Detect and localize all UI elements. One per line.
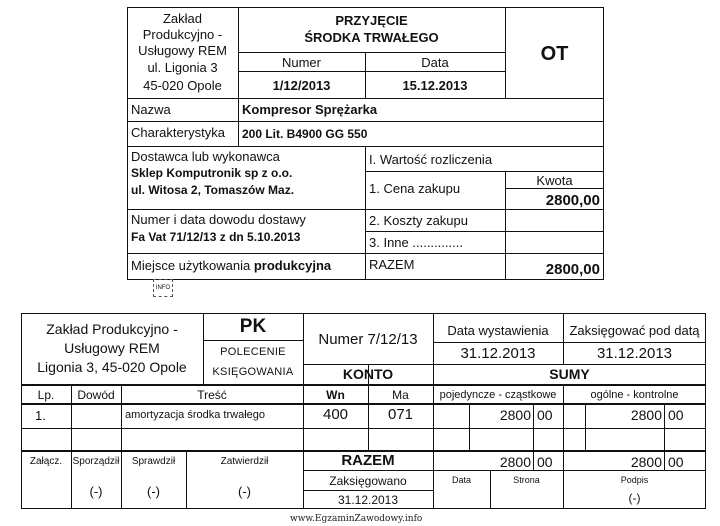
miejsce-label: Miejsce użytkowania <box>131 258 251 273</box>
zaksiegowac-label: Zaksięgować pod datą <box>569 323 700 338</box>
pk-company-line: Zakład Produkcyjno - <box>46 321 178 337</box>
nazwa-value: Kompresor Sprężarka <box>242 102 378 117</box>
data-wystawienia-value: 31.12.2013 <box>460 345 536 362</box>
zaksiegowac-value: 31.12.2013 <box>596 345 673 362</box>
pk-code: PK <box>239 316 267 337</box>
konto-label: KONTO <box>342 366 394 382</box>
ot-numer-value: 1/12/2013 <box>272 78 331 93</box>
col-wn: Wn <box>326 388 345 402</box>
koszty-label: 2. Koszty zakupu <box>369 213 468 228</box>
dostawca-line: ul. Witosa 2, Tomaszów Maz. <box>131 183 295 197</box>
razem-pojedyncze-gr: 00 <box>537 454 553 470</box>
pk-numer: Numer 7/12/13 <box>318 331 418 348</box>
razem-ogolne-gr: 00 <box>668 454 684 470</box>
ot-company-line: Zakład <box>162 11 203 26</box>
dostawca-line: Sklep Komputronik sp z o.o. <box>131 166 293 180</box>
ot-code: OT <box>540 43 569 65</box>
ot-title: ŚRODKA TRWAŁEGO <box>304 30 439 45</box>
row-tresc: amortyzacja środka trwałego <box>125 409 266 421</box>
dostawca-label: Dostawca lub wykonawca <box>131 149 280 164</box>
row-ogolne-zl: 2800 <box>630 407 662 423</box>
col-pojedyncze: pojedyncze - cząstkowe <box>439 389 557 401</box>
zatwierdzil-label: Zatwierdził <box>220 456 269 467</box>
ot-numer-label: Numer <box>281 55 321 70</box>
col-ogolne: ogólne - kontrolne <box>590 389 679 401</box>
pk-company-line: Usługowy REM <box>64 340 160 356</box>
sprawdzil-label: Sprawdził <box>131 456 176 467</box>
data-label: Data <box>451 475 471 485</box>
razem-pojedyncze-zl: 2800 <box>499 454 531 470</box>
ot-razem-label: RAZEM <box>369 257 415 272</box>
zatwierdzil-sign: (-) <box>238 484 251 499</box>
zaksiegowano-label: Zaksięgowano <box>329 474 407 488</box>
zaksiegowano-value: 31.12.2013 <box>337 493 399 507</box>
sumy-label: SUMY <box>549 366 590 382</box>
miejsce-value: produkcyjna <box>253 258 332 273</box>
pk-title: KSIĘGOWANIA <box>212 366 294 378</box>
row-ma: 071 <box>387 406 414 423</box>
razem-ogolne-zl: 2800 <box>630 454 662 470</box>
ot-data-label: Data <box>421 55 449 70</box>
sprawdzil-sign: (-) <box>147 484 160 499</box>
ot-company-line: Usługowy REM <box>138 43 227 58</box>
sporzadzil-label: Sporządził <box>72 456 120 467</box>
ot-data-value: 15.12.2013 <box>402 78 468 93</box>
ot-company-line: Produkcyjno - <box>142 27 223 42</box>
col-tresc: Treść <box>197 388 227 402</box>
pk-razem-label: RAZEM <box>341 452 395 469</box>
strona-label: Strona <box>513 475 540 485</box>
row-wn: 400 <box>322 406 349 423</box>
row-pojedyncze-gr: 00 <box>537 407 553 423</box>
ot-title: PRZYJĘCIE <box>335 13 408 28</box>
data-wystawienia-label: Data wystawienia <box>447 323 549 338</box>
inne-label: 3. Inne .............. <box>369 235 463 250</box>
row-pojedyncze-zl: 2800 <box>499 407 531 423</box>
dowod-label: Numer i data dowodu dostawy <box>131 212 306 227</box>
col-dowod: Dowód <box>77 388 115 402</box>
kwota-label: Kwota <box>536 173 573 188</box>
sporzadzil-sign: (-) <box>89 484 103 499</box>
charakterystyka-value: 200 Lit. B4900 GG 550 <box>242 127 368 141</box>
col-ma: Ma <box>392 388 409 402</box>
cena-label: 1. Cena zakupu <box>369 181 461 196</box>
col-lp: Lp. <box>37 388 55 402</box>
info-stamp <box>153 279 173 297</box>
podpis-value: (-) <box>628 491 641 505</box>
ot-razem-value: 2800,00 <box>545 261 600 278</box>
info-stamp-text: INFO <box>155 285 171 291</box>
dowod-value: Fa Vat 71/12/13 z dn 5.10.2013 <box>131 230 301 244</box>
row-ogolne-gr: 00 <box>668 407 684 423</box>
wartosc-label: I. Wartość rozliczenia <box>369 152 493 167</box>
podpis-label: Podpis <box>620 475 649 485</box>
ot-company-line: ul. Ligonia 3 <box>147 60 218 75</box>
miejsce-row <box>131 259 331 272</box>
cena-value: 2800,00 <box>545 192 600 209</box>
nazwa-label: Nazwa <box>131 102 171 117</box>
row-lp: 1. <box>35 408 46 423</box>
charakterystyka-label: Charakterystyka <box>131 125 225 140</box>
ot-company-line: 45-020 Opole <box>143 78 222 93</box>
zalacz-label: Załącz. <box>29 456 63 467</box>
pk-company-line: Ligonia 3, 45-020 Opole <box>37 359 187 375</box>
footer-watermark: www.EgzaminZawodowy.info <box>290 514 423 524</box>
pk-title: POLECENIE <box>220 346 286 358</box>
